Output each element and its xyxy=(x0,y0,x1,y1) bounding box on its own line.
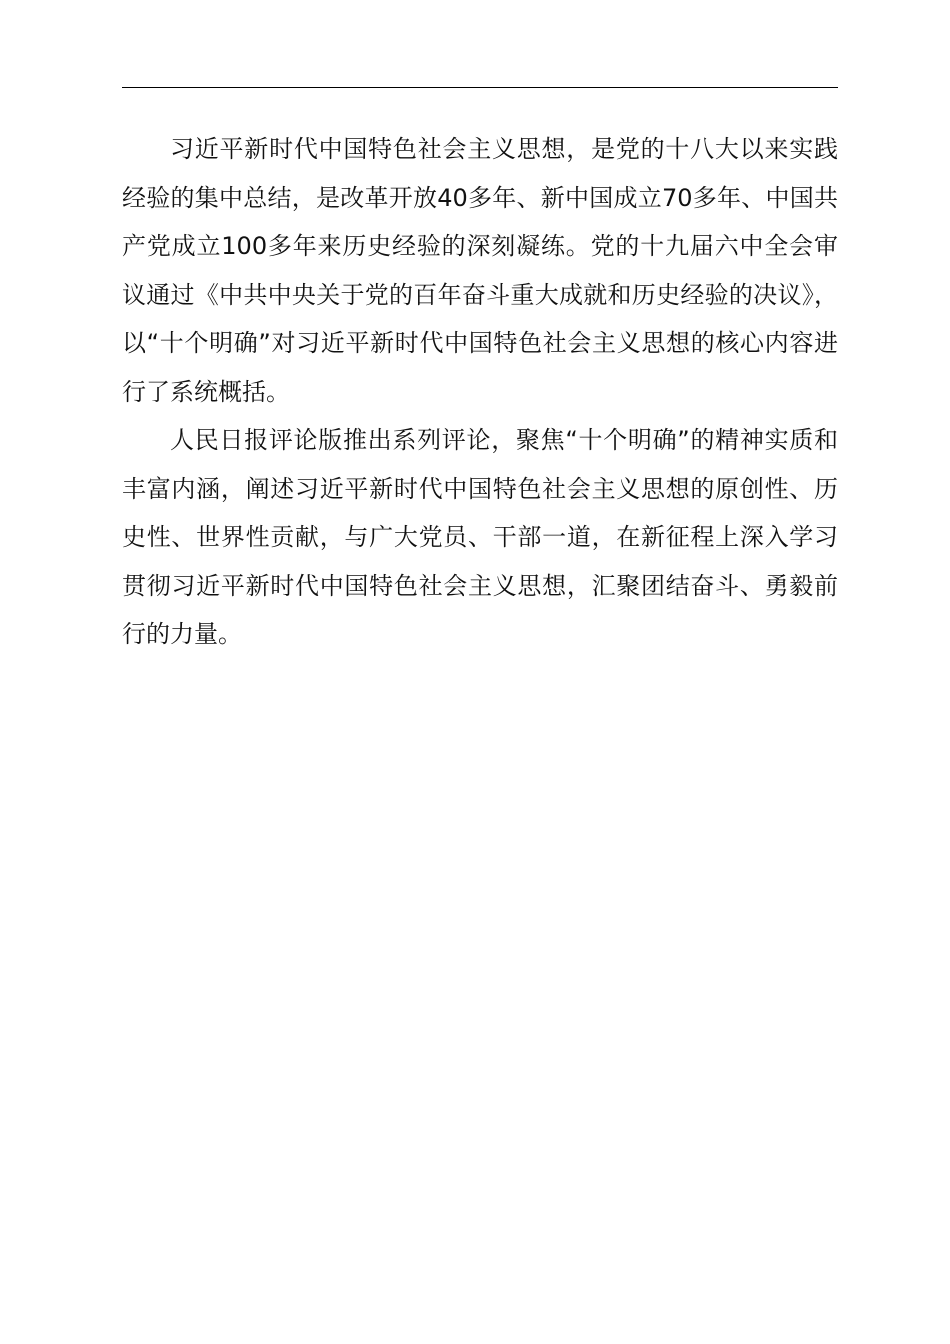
document-body xyxy=(122,125,838,659)
paragraph-2: 人民日报评论版推出系列评论，聚焦“十个明确”的精神实质和丰富内涵，阐述习近平新时代中国特色社会主义思想的原创性、历史性、世界性贡献，与广大党员、干部一道，在新征程上深入学习贯彻习近平新时代中国特色社会主义思想，汇聚团结奋斗、勇毅前行的力量。 xyxy=(122,426,838,648)
paragraph-1: 习近平新时代中国特色社会主义思想，是党的十八大以来实践经验的集中总结，是改革开放40多年、新中国成立70多年、中国共产党成立100多年来历史经验的深刻凝练。党的十九届六中全会审议通过《中共中央关于党的百年奋斗重大成就和历史经验的决议》，以“十个明确”对习近平新时代中国特色社会主义思想的核心内容进行了系统概括。 xyxy=(122,135,838,406)
header-rule xyxy=(122,87,838,88)
